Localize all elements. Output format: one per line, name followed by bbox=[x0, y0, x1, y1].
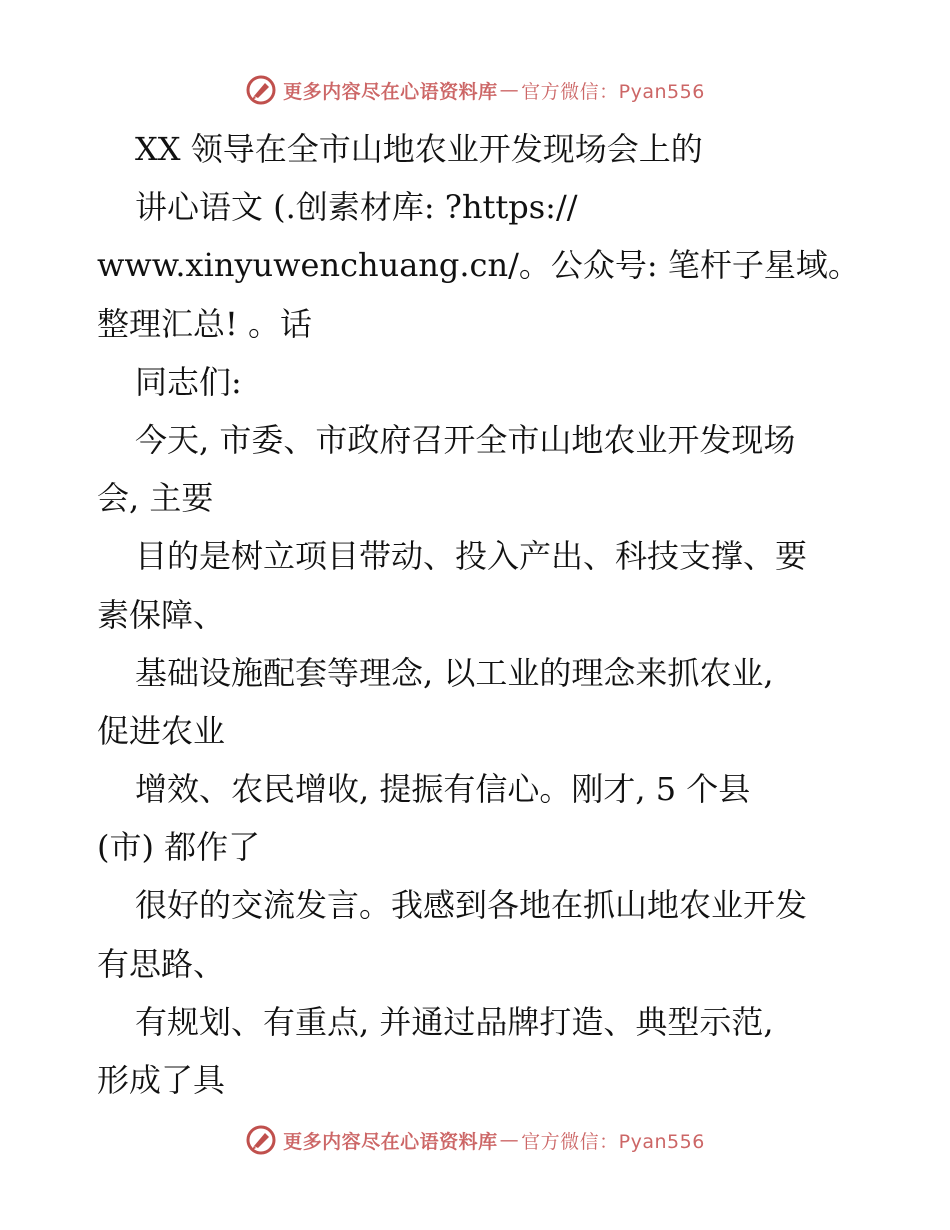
document-line: 有规划、有重点, 并通过品牌打造、典型示范, bbox=[135, 1002, 774, 1041]
document-line: 基础设施配套等理念, 以工业的理念来抓农业, bbox=[135, 653, 774, 692]
document-line: 很好的交流发言。我感到各地在抓山地农业开发 bbox=[135, 886, 808, 925]
watermark-contact: 官方微信：Pyan556 bbox=[521, 1130, 705, 1153]
document-line: 促进农业 bbox=[97, 711, 226, 750]
watermark-separator: — bbox=[499, 1129, 520, 1151]
footer-watermark bbox=[0, 1120, 950, 1160]
watermark-contact: 官方微信：Pyan556 bbox=[521, 80, 705, 103]
document-line: 同志们: bbox=[135, 362, 242, 401]
document-line: 素保障、 bbox=[97, 595, 226, 634]
document-line: www.xinyuwenchuang.cn/。公众号: 笔杆子星域。 bbox=[97, 246, 860, 285]
document-line: 会, 主要 bbox=[97, 479, 214, 518]
document-line: 讲心语文 (.创素材库: ?https:// bbox=[135, 188, 578, 227]
document-line: 今天, 市委、市政府召开全市山地农业开发现场 bbox=[135, 420, 796, 459]
watermark-brand: 更多内容尽在心语资料库 bbox=[283, 80, 498, 103]
document-body bbox=[97, 120, 867, 1109]
document-line: 有思路、 bbox=[97, 944, 226, 983]
watermark-brand: 更多内容尽在心语资料库 bbox=[283, 1130, 498, 1153]
document-line: 增效、农民增收, 提振有信心。刚才, 5 个县 bbox=[135, 770, 751, 809]
watermark-separator: — bbox=[499, 79, 520, 101]
document-line: XX 领导在全市山地农业开发现场会上的 bbox=[135, 130, 703, 168]
pen-logo-icon bbox=[245, 74, 277, 106]
document-line: (市) 都作了 bbox=[97, 828, 261, 867]
document-line: 目的是树立项目带动、投入产出、科技支撑、要 bbox=[135, 537, 808, 576]
pen-logo-icon bbox=[245, 1124, 277, 1156]
document-line: 整理汇总! 。话 bbox=[97, 304, 313, 343]
header-watermark bbox=[0, 70, 950, 110]
document-line: 形成了具 bbox=[97, 1061, 226, 1099]
